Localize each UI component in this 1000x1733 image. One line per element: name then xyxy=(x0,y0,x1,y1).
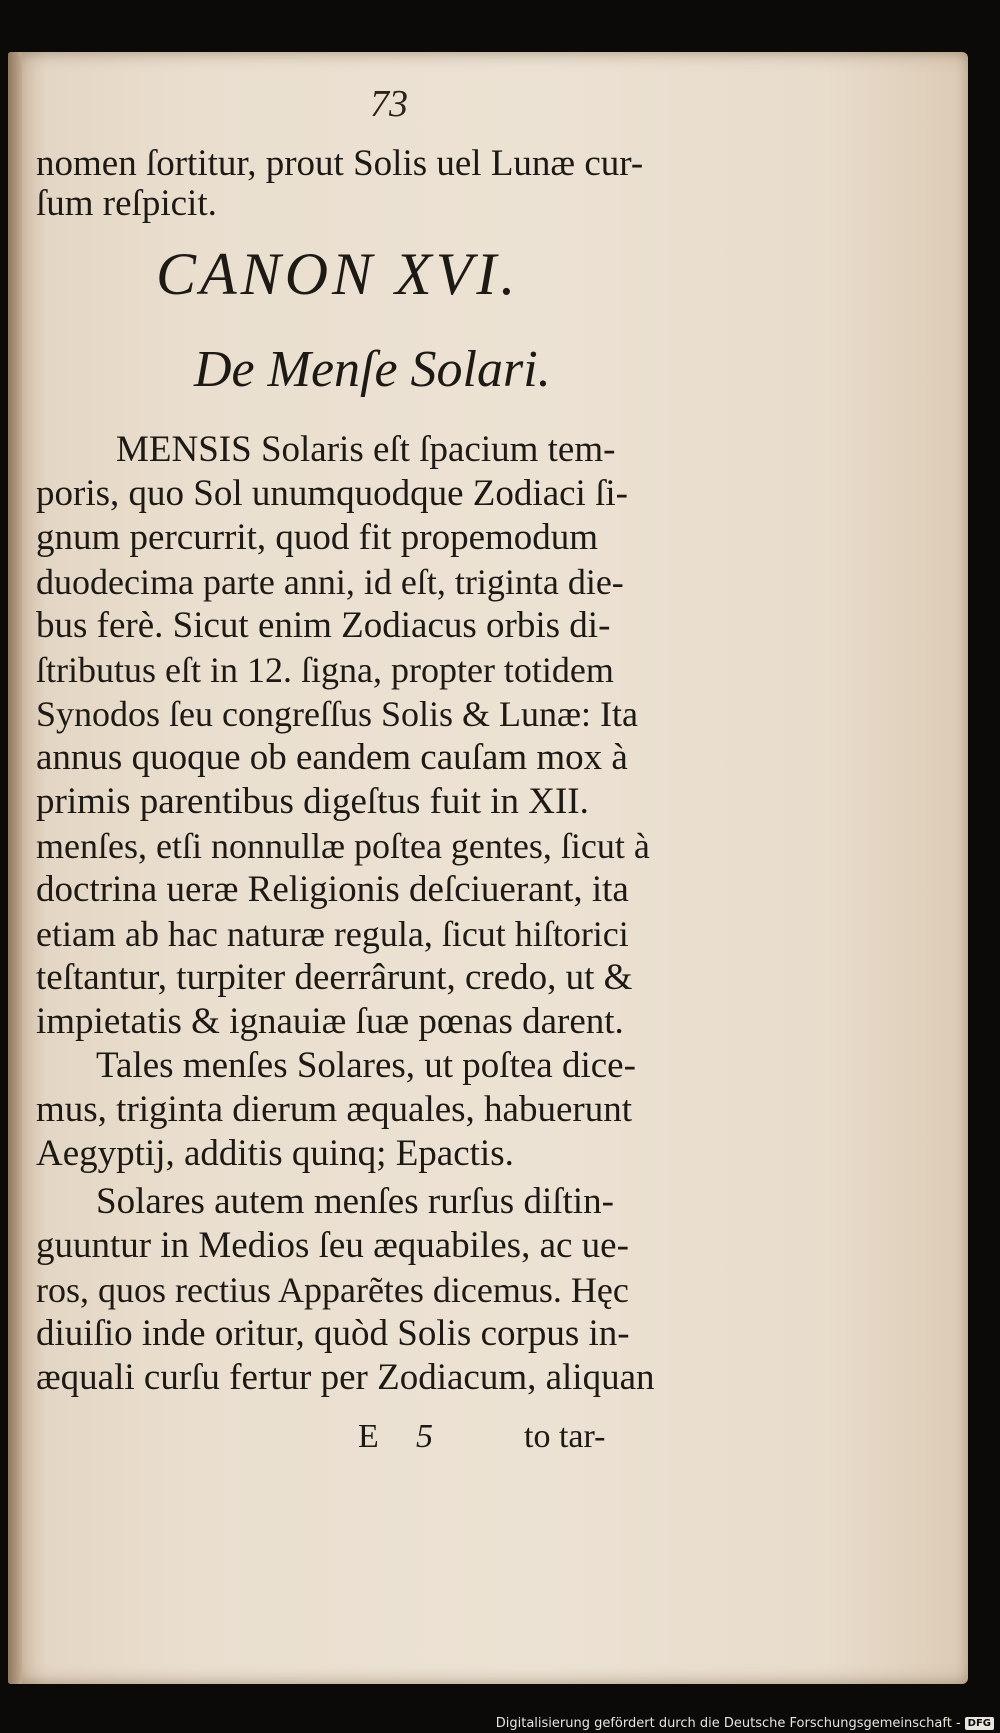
signature-number: 5 xyxy=(416,1418,433,1455)
paragraph-2-line: Aegyptij, additis quinq; Epactis. xyxy=(36,1133,514,1174)
paragraph-1-line: poris, quo Sol unumquodque Zodiaci ſi- xyxy=(36,473,628,514)
paragraph-1-line: etiam ab hac naturæ regula, ſicut hiſtorici xyxy=(36,914,629,954)
canon-subheading: De Menſe Solari. xyxy=(194,341,551,398)
paragraph-1-line: menſes, etſi nonnullæ poſtea gentes, ſicut à xyxy=(36,826,650,866)
paragraph-1-line: teſtantur, turpiter deerrârunt, credo, ut & xyxy=(36,957,633,998)
book-page xyxy=(8,52,968,1684)
paragraph-1-line: primis parentibus digeſtus fuit in XII. xyxy=(36,781,589,822)
paragraph-3-line: æquali curſu fertur per Zodiacum, aliquan xyxy=(36,1357,655,1398)
paragraph-1-line: doctrina ueræ Religionis deſciuerant, ita xyxy=(36,869,629,910)
signature-mark: E xyxy=(358,1418,379,1455)
paragraph-3-line: diuiſio inde oritur, quòd Solis corpus in- xyxy=(36,1313,630,1354)
paragraph-1-line: bus ferè. Sicut enim Zodiacus orbis di- xyxy=(36,605,611,646)
paragraph-1-line: MENSIS Solaris eſt ſpacium tem- xyxy=(116,429,616,470)
page-edge-shadow xyxy=(8,52,22,1684)
paragraph-3-line: ros, quos rectius Apparẽtes dicemus. Hęc xyxy=(36,1270,629,1310)
carry-over-line-2: ſum reſpicit. xyxy=(36,183,217,224)
funding-text: Digitalisierung gefördert durch die Deutsche Forschungsgemeinschaft - xyxy=(495,1716,961,1731)
paragraph-1-line: gnum percurrit, quod fit propemodum xyxy=(36,517,599,558)
paragraph-1-line: duodecima parte anni, id eſt, triginta die- xyxy=(36,562,624,602)
paragraph-1-line: annus quoque ob eandem cauſam mox à xyxy=(36,737,628,778)
page-number: 73 xyxy=(370,83,408,125)
paragraph-3-line: Solares autem menſes rurſus diſtin- xyxy=(96,1181,614,1222)
paragraph-1-line: Synodos ſeu congreſſus Solis & Lunæ: Ita xyxy=(36,694,638,734)
paragraph-2-line: mus, triginta dierum æquales, habuerunt xyxy=(36,1089,632,1130)
dfg-logo-icon: DFG xyxy=(965,1717,994,1730)
canon-heading: CANON XVI. xyxy=(156,241,520,307)
carry-over-line-1: nomen ſortitur, prout Solis uel Lunæ cur- xyxy=(36,143,644,184)
paragraph-3-line: guuntur in Medios ſeu æquabiles, ac ue- xyxy=(36,1225,629,1266)
signature-line xyxy=(358,1418,605,1456)
paragraph-2-line: Tales menſes Solares, ut poſtea dice- xyxy=(96,1045,636,1086)
paragraph-1-line: impietatis & ignauiæ ſuæ pœnas darent. xyxy=(36,1001,624,1042)
digitization-credit xyxy=(496,1716,994,1731)
catchword: to tar- xyxy=(524,1418,606,1455)
paragraph-1-line: ſtributus eſt in 12. ſigna, propter totidem xyxy=(36,650,614,690)
